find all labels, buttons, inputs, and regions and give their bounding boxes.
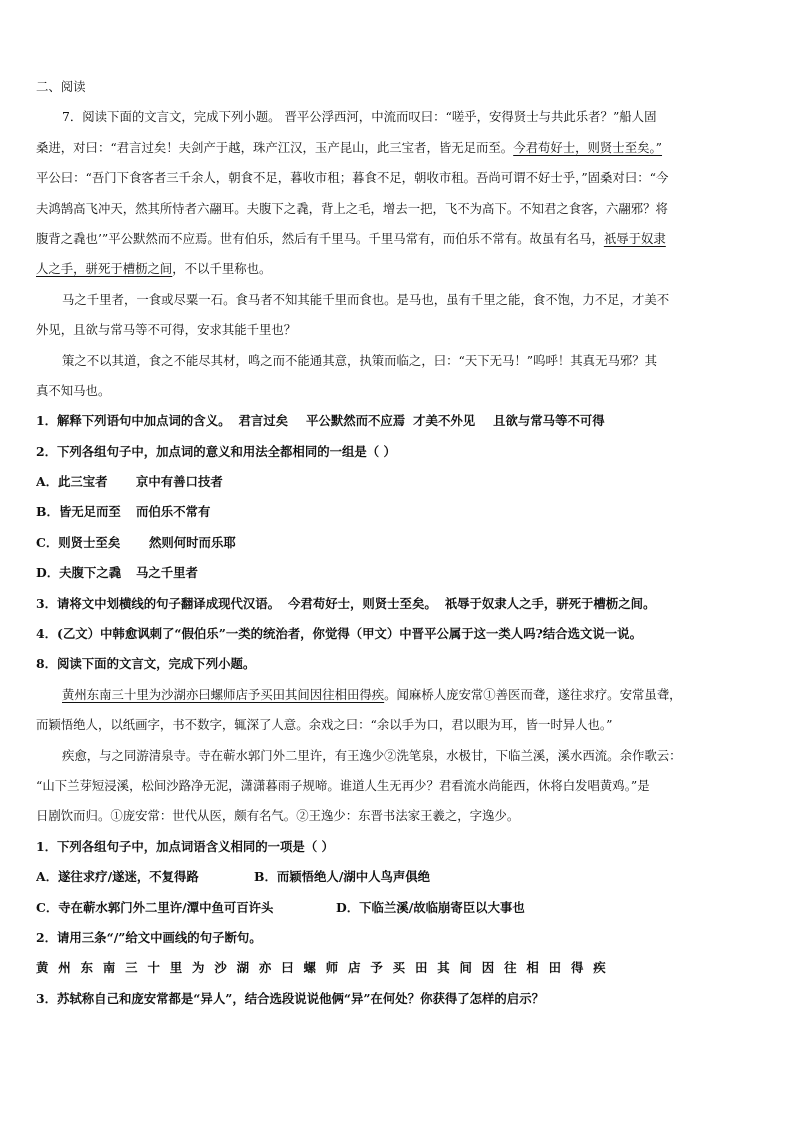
- choice-option[interactable]: A．遂往求疗/遂迷，不复得路: [36, 869, 199, 885]
- underlined-sentence: 黄州东南三十里为沙湖亦曰螺师店予买田其间因往相田得疾: [62, 686, 385, 702]
- q7-sub4: 4．(乙文）中韩愈讽刺了“假伯乐”一类的统治者，你觉得（甲文）中晋平公属于这一类人吗?结合选文说一说。: [36, 626, 642, 642]
- choice-option[interactable]: B．而颖悟绝人/湖中人鸟声俱绝: [254, 869, 431, 885]
- q7-passage: [36, 102, 764, 406]
- q8-sub3: 3．苏轼称自己和庞安常都是“异人”，结合选段说说他俩“异”在何处？你获得了怎样的启示？: [36, 990, 544, 1006]
- q8-line: “山下兰芽短浸溪，松间沙路净无泥，潇潇暮雨子规啼。谁道人生无再少？君看流水尚能西，休将白发唱黄鸡。”是: [36, 777, 650, 793]
- q8-sentence: 黄州东南三十里为沙湖亦曰螺师店予买田其间因往相田得疾: [36, 960, 616, 976]
- q8-sub2: 2．请用三条“/”给文中画线的句子断句。: [36, 929, 262, 945]
- choice-option[interactable]: A．此三宝者 京中有善口技者: [36, 474, 223, 490]
- q8-sub1: 1．下列各组句子中，加点词语含义相同的一项是（ ）: [36, 838, 334, 854]
- q7-line: 马之千里者，一食或尽粟一石。食马者不知其能千里而食也。是马也，虽有千里之能，食不饱，力不足，才美不: [62, 291, 670, 307]
- q7-line: 桑进，对曰：“君言过矣！夫剑产于越，珠产江汉，玉产昆山，此三宝者，皆无足而至。今君苟好士，则贤士至矣。”: [36, 139, 663, 155]
- q7-line: 夫鸿鹄高飞冲天，然其所恃者六翮耳。夫腹下之毳，背上之毛，增去一把，飞不为高下。不知君之食客，六翮邪？将: [36, 200, 668, 216]
- q8-title: 8．阅读下面的文言文，完成下列小题。: [36, 656, 256, 672]
- q7-line: 腹背之毳也’”平公默然而不应焉。世有伯乐，然后有千里马。千里马常有，而伯乐不常有。故虽有名马，祇辱于奴隶: [36, 230, 666, 246]
- q7-sub1: 1．解释下列语句中加点词的含义。 君言过矣 平公默然而不应焉 才美不外见 且欲与常马等不可得: [36, 413, 605, 429]
- underlined-sentence: 人之手，骈死于槽枥之间: [36, 261, 173, 277]
- underlined-sentence: 今君苟好士，则贤士至矣。”: [513, 139, 663, 155]
- q7-line: 外见，且欲与常马等不可得，安求其能千里也？: [36, 322, 297, 338]
- underlined-sentence: 祇辱于奴隶: [603, 230, 666, 246]
- q7-line: 平公曰：“吾门下食客者三千余人，朝食不足，暮收市租；暮食不足，朝收市租。吾尚可谓不好士乎，”固桑对曰：“今: [36, 170, 669, 186]
- exam-page: [36, 72, 764, 1014]
- choice-option[interactable]: D．下临兰溪/故临崩寄臣以大事也: [336, 899, 525, 915]
- q7-sub2: 2．下列各组句子中，加点词的意义和用法全都相同的一组是（ ）: [36, 443, 396, 459]
- q8-passage: [36, 680, 764, 832]
- q7-line: 人之手，骈死于槽枥之间，不以千里称也。: [36, 261, 272, 277]
- q7-line: 策之不以其道，食之不能尽其材，鸣之而不能通其意，执策而临之，曰：“天下无马！”呜呼！其真无马邪？其: [62, 352, 658, 368]
- q8-line: 黄州东南三十里为沙湖亦曰螺师店予买田其间因往相田得疾。闻麻桥人庞安常①善医而聋，遂往求疗。安常虽聋，: [62, 686, 682, 702]
- choice-option[interactable]: C．寺在蕲水郭门外二里许/潭中鱼可百许头: [36, 899, 274, 915]
- q7-line: 7．阅读下面的文言文，完成下列小题。 晋平公浮西河，中流而叹曰：“嗟乎，安得贤士与共此乐者？”船人固: [62, 109, 657, 125]
- q8-line: 疾愈，与之同游清泉寺。寺在蕲水郭门外二里许，有王逸少②洗笔泉，水极甘，下临兰溪，溪水西流。余作歌云：: [62, 747, 682, 763]
- q7-sub3: 3．请将文中划横线的句子翻译成现代汉语。 今君苟好士，则贤士至矣。 祇辱于奴隶人之手，骈死于槽枥之间。: [36, 595, 656, 611]
- choice-option[interactable]: C．则贤士至矣 然则何时而乐耶: [36, 534, 236, 550]
- q8-line: 日剧饮而归。①庞安常：世代从医，颇有名气。②王逸少：东晋书法家王羲之，字逸少。: [36, 808, 520, 824]
- choice-option[interactable]: B．皆无足而至 而伯乐不常有: [36, 504, 211, 520]
- choice-option[interactable]: D．夫腹下之毳 马之千里者: [36, 565, 198, 581]
- q8-line: 而颖悟绝人，以纸画字，书不数字，辄深了人意。余戏之曰：“余以手为口，君以眼为耳，皆一时异人也。”: [36, 717, 613, 733]
- choice-row: [36, 893, 764, 923]
- q7-line: 真不知马也。: [36, 382, 111, 398]
- choice-row: [36, 862, 764, 892]
- section-title: 二、阅读: [36, 79, 86, 94]
